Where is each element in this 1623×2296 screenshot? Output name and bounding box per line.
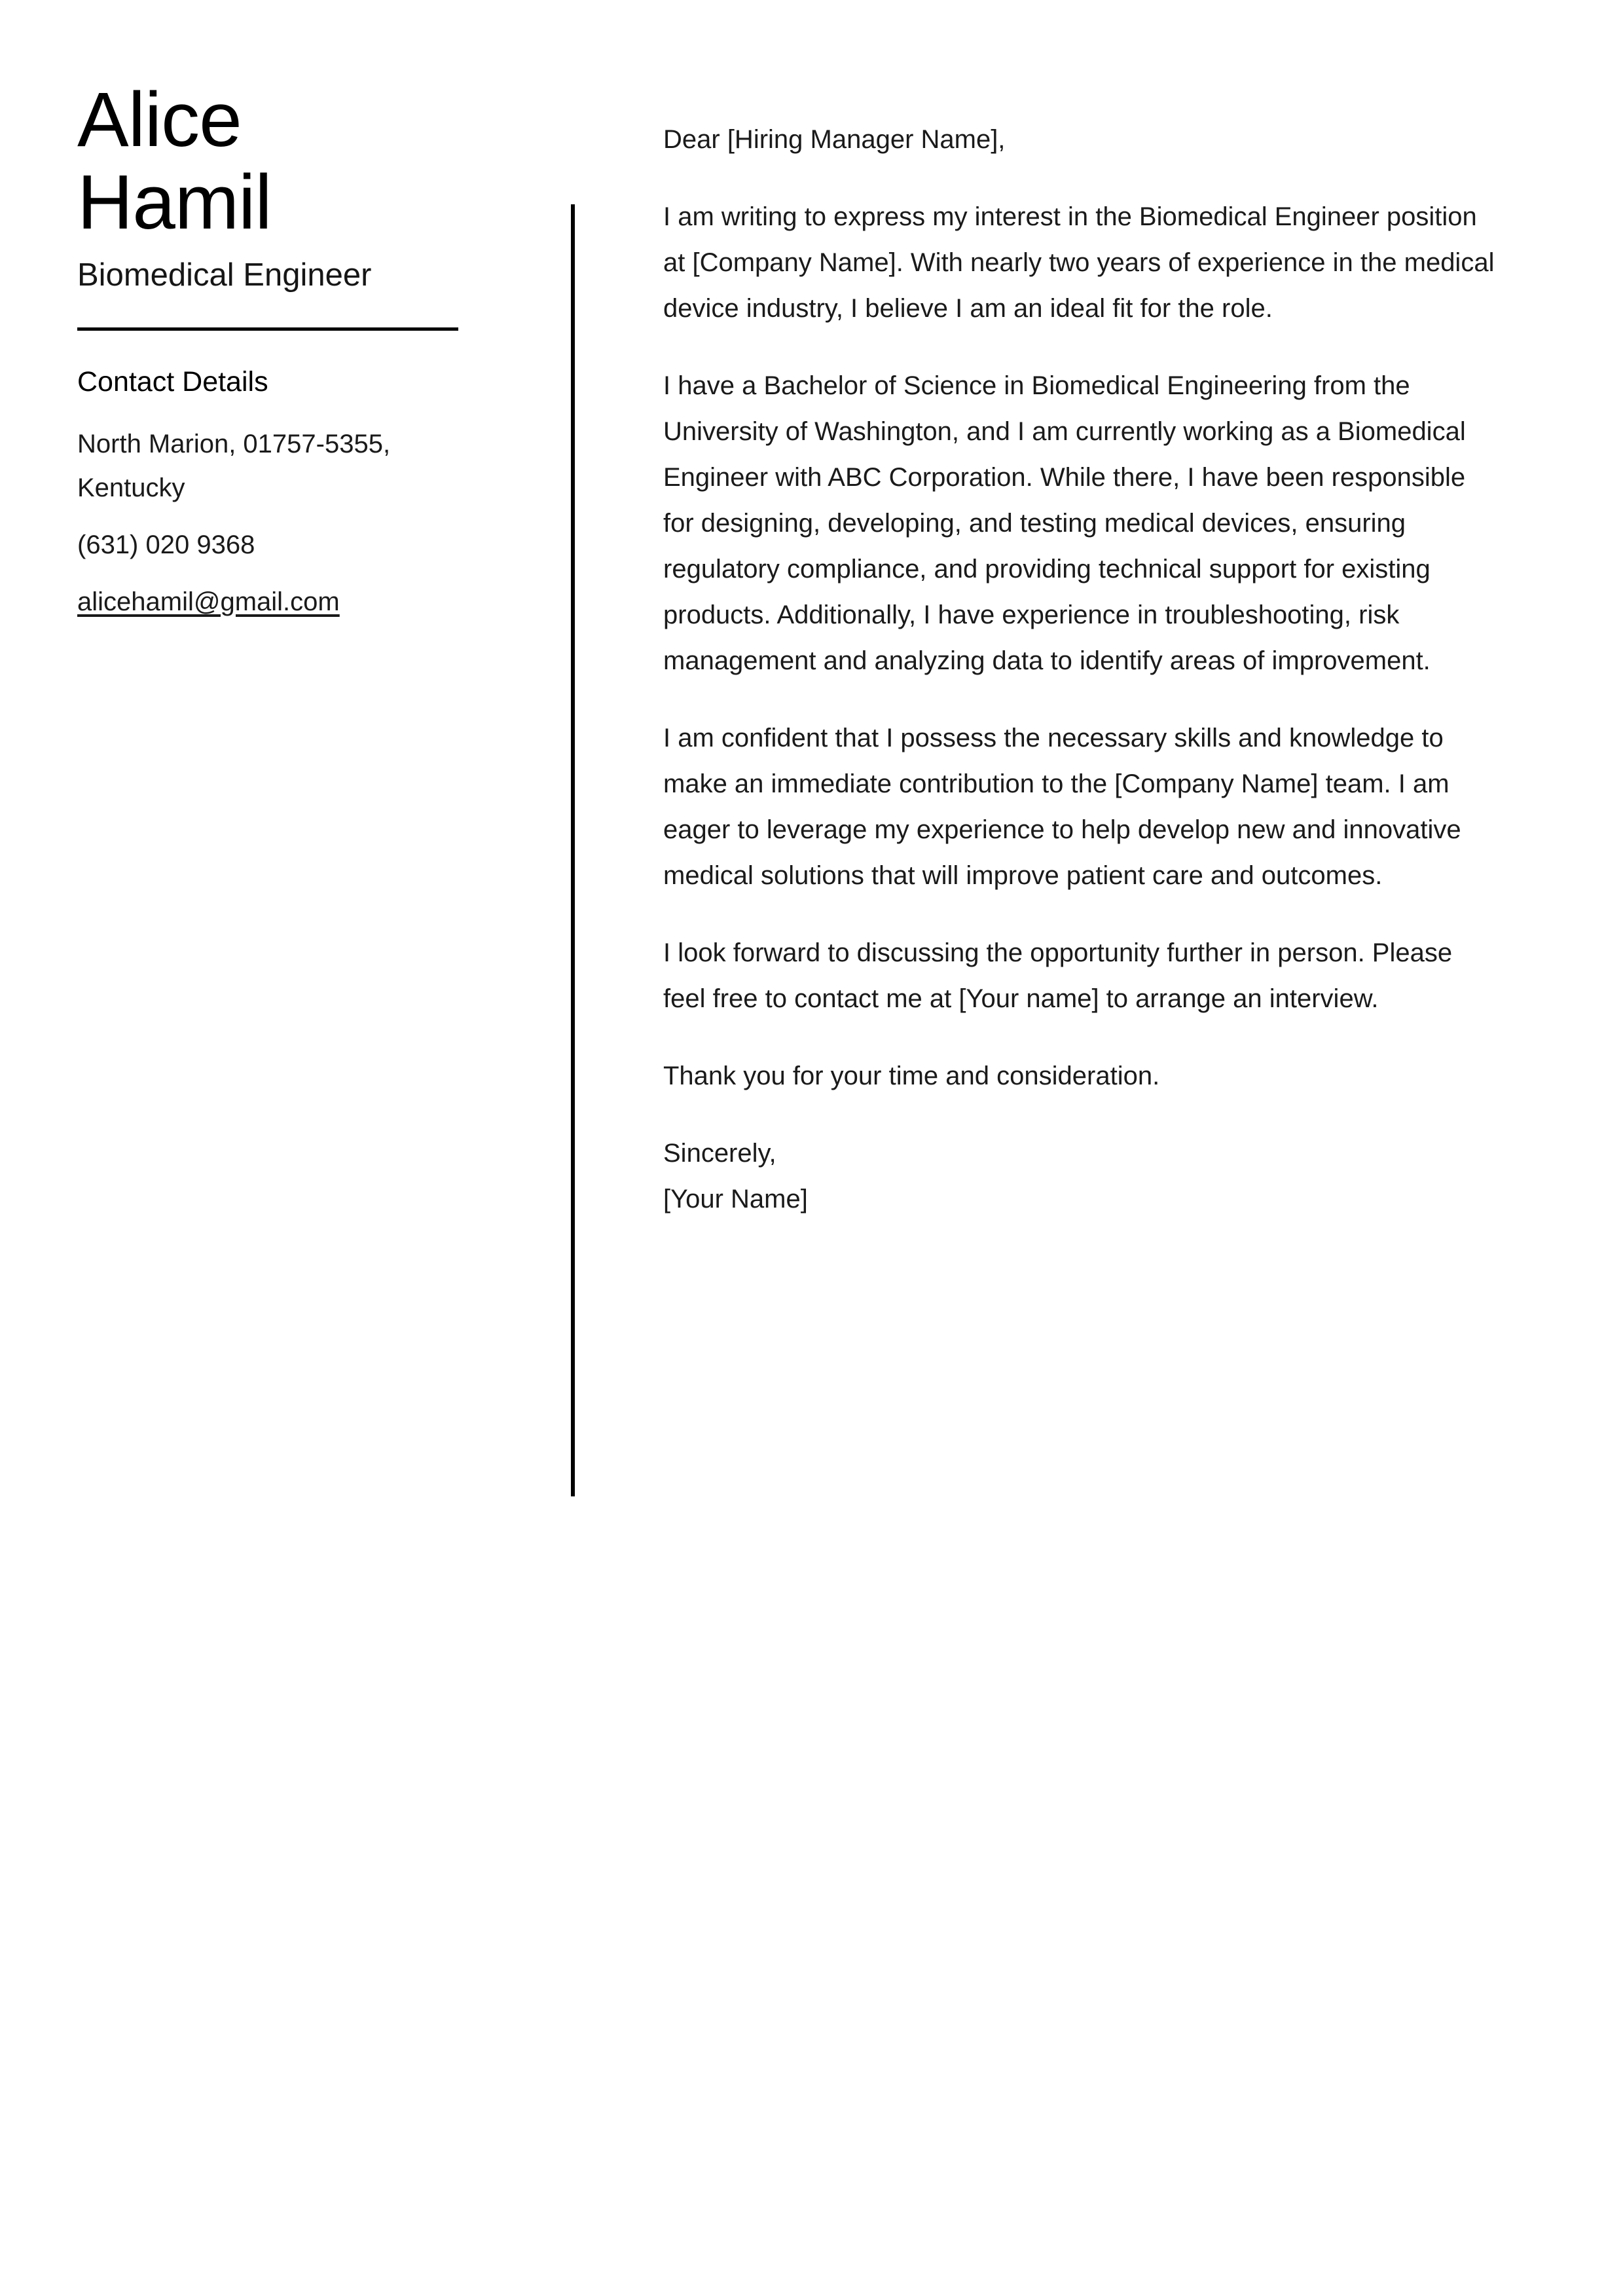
sidebar-divider-rule (77, 327, 458, 331)
applicant-last-name: Hamil (77, 159, 272, 246)
letter-paragraph-4: I look forward to discussing the opportunity further in person. Please feel free to contact me at [Your name] to arrange an interview. (663, 938, 1453, 1013)
letter-paragraph-2: I have a Bachelor of Science in Biomedical Engineering from the University of Washington, and I am currently working as a Biomedical Engineer with ABC Corporation. While there, I have been responsible for designing, developing, and testing medical devices, ensuring regulatory compliance, and providing technical support for existing products. Additionally, I have experience in troubleshooting, risk management and analyzing data to identify areas of improvement. (663, 371, 1466, 675)
applicant-job-title: Biomedical Engineer (77, 257, 372, 293)
letter-paragraph-1: I am writing to express my interest in the Biomedical Engineer position at [Company Name]. With nearly two years of experience in the medical device industry, I believe I am an ideal fit for the role. (663, 202, 1495, 323)
sidebar (77, 79, 496, 624)
letter-paragraph-5: Thank you for your time and consideration. (663, 1062, 1160, 1090)
letter-paragraph-3: I am confident that I possess the necessary skills and knowledge to make an immediate contribution to the [Company Name] team. I am eager to leverage my experience to help develop new and innovative medical solutions that will improve patient care and outcomes. (663, 724, 1461, 890)
applicant-name (77, 79, 496, 244)
letter-body (663, 117, 1496, 1222)
contact-address-line-2: Kentucky (77, 473, 185, 502)
letter-signature-block (663, 1130, 1496, 1222)
contact-details-list (77, 422, 496, 624)
contact-phone: (631) 020 9368 (77, 530, 255, 559)
vertical-divider-rule (571, 204, 575, 1496)
contact-address-line-1: North Marion, 01757-5355, (77, 430, 391, 458)
contact-email-link[interactable]: alicehamil@gmail.com (77, 587, 340, 616)
contact-email-row (77, 580, 496, 624)
letter-closing: Sincerely, (663, 1139, 776, 1168)
letter-signature-name: [Your Name] (663, 1185, 808, 1213)
letter-salutation: Dear [Hiring Manager Name], (663, 125, 1006, 154)
contact-details-heading: Contact Details (77, 366, 268, 398)
applicant-first-name: Alice (77, 77, 242, 163)
